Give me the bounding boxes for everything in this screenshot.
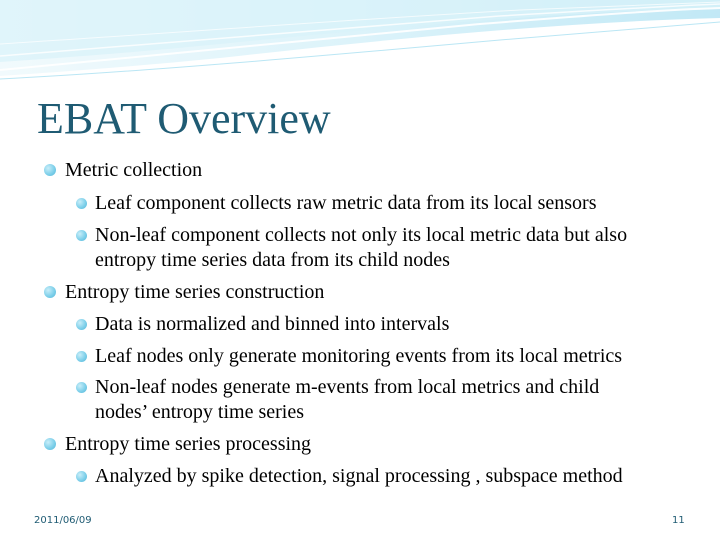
- bullet-dot-icon: [76, 230, 87, 241]
- bullet-dot-icon: [76, 198, 87, 209]
- bullet-non-leaf-component: [95, 223, 627, 247]
- bullet-non-leaf-component-continued: [95, 248, 450, 272]
- bullet-dot-icon: [44, 164, 56, 176]
- bullet-dot-icon: [44, 438, 56, 450]
- bullet-text: Leaf nodes only generate monitoring events from its local metrics: [95, 345, 623, 367]
- slide-title: EBAT Overview: [37, 94, 331, 143]
- bullet-dot-icon: [76, 382, 87, 393]
- bullet-text: nodes’ entropy time series: [95, 401, 305, 423]
- bullet-leaf-component: [95, 191, 596, 215]
- bullet-dot-icon: [76, 319, 87, 330]
- bullet-text: Metric collection: [65, 159, 203, 181]
- footer-page-number: 11: [672, 515, 685, 526]
- bullet-dot-icon: [76, 351, 87, 362]
- bullet-text: Entropy time series processing: [65, 433, 312, 455]
- bullet-entropy-construction: [65, 280, 324, 304]
- bullet-text: Non-leaf nodes generate m-events from local metrics and child: [95, 376, 600, 398]
- bullet-leaf-nodes: [95, 344, 622, 368]
- bullet-text: Entropy time series construction: [65, 281, 325, 303]
- bullet-non-leaf-nodes-continued: [95, 400, 304, 424]
- footer-date: 2011/06/09: [34, 515, 92, 526]
- bullet-text: Analyzed by spike detection, signal processing , subspace method: [95, 465, 623, 487]
- bullet-data-normalized: [95, 312, 449, 336]
- bullet-dot-icon: [76, 471, 87, 482]
- bullet-metric-collection: [65, 158, 202, 182]
- bullet-dot-icon: [44, 286, 56, 298]
- bullet-entropy-processing: [65, 432, 311, 456]
- bullet-non-leaf-nodes: [95, 375, 599, 399]
- bullet-text: Leaf component collects raw metric data from its local sensors: [95, 192, 597, 214]
- bullet-analyzed-by: [95, 464, 623, 488]
- bullet-text: Non-leaf component collects not only its local metric data but also: [95, 224, 628, 246]
- bullet-text: Data is normalized and binned into intervals: [95, 313, 450, 335]
- bullet-text: entropy time series data from its child nodes: [95, 249, 450, 271]
